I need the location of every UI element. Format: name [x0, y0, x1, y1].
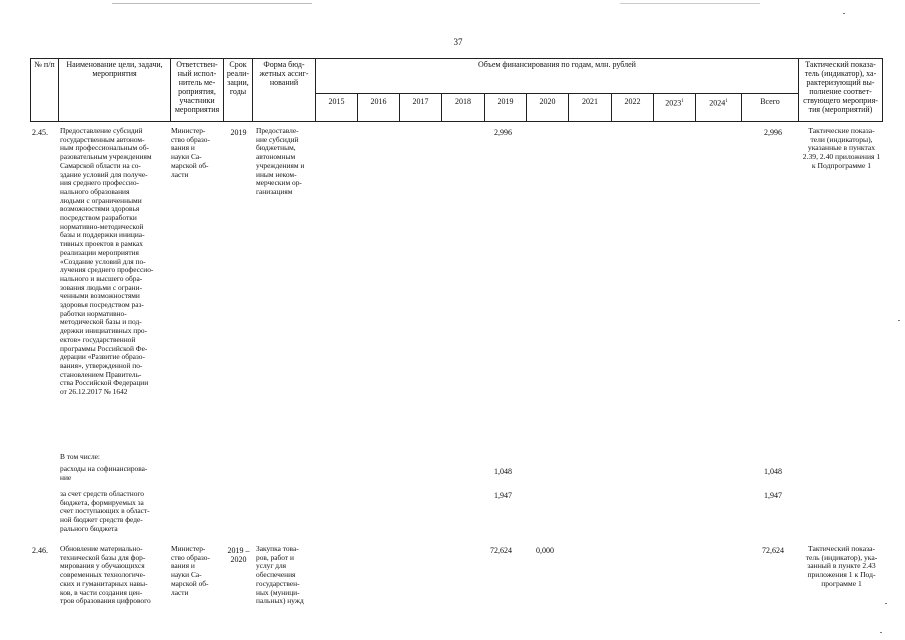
- top-rule-left: [112, 3, 312, 4]
- header-indicator: Тактический показа-тель (индикатор), ха-рактеризующий вы-полнение соответ-ствующего мероприя-тия (мероприятий): [798, 58, 883, 122]
- total-header: Всего: [741, 93, 799, 122]
- value-total: 2,996: [764, 128, 782, 137]
- row-responsible: Министер- ство образо- вания и науки Са- марской об- ласти: [171, 544, 210, 597]
- year-2020-header: 2020: [526, 93, 569, 122]
- row-indicator: Тактические показа- тели (индикаторы), указанные в пунктах 2.39, 2.40 приложения 1 к Подпрограмме 1: [802, 126, 881, 170]
- header-num: № п/п: [30, 58, 59, 122]
- row-indicator: Тактический показа- тель (индикатор), ука- занный в пункте 2.43 приложения 1 к Под- программе 1: [805, 544, 878, 588]
- row-name: Предоставление субсидий государственным автоном- ным профессиональным об- разовательным учреждениям Самарской области на со- здание условий для получе- ния среднего профессио- нального образования людьми с ограниченными возможностями здоровья посредством разработки нормативно-методической базы и поддержки инициа- тивных проектов в рамках реализации мероприятия «Создание условий для по- лучения среднего профессио- нального и высшего обра- зования людьми с ограни- ченными возможностями здоровья посредством раз- работки нормативно- методической базы и под- держки инициативных про- ектов» государственной программы Российской Фе- дерации «Развитие образо- вания», утвержденной по- становлением Правитель- ства Российской Федерации от 26.12.2017 № 1642: [60, 126, 154, 397]
- top-rule-right: [620, 3, 760, 4]
- scan-speck: [885, 603, 887, 604]
- row-num: 2.46.: [32, 546, 48, 555]
- subheading-including: В том числе:: [60, 452, 100, 461]
- value-2019: 1,947: [494, 491, 512, 500]
- row-responsible: Министер- ство образо- вания и науки Са- марской об- ласти: [171, 126, 210, 179]
- value-2020: 0,000: [536, 546, 554, 555]
- year-2021-header: 2021: [568, 93, 612, 122]
- value-2019: 1,048: [494, 467, 512, 476]
- year-2015-header: 2015: [315, 93, 358, 122]
- value-2019: 2,996: [494, 128, 512, 137]
- row-form: Предоставле- ние субсидий бюджетным, автономным учреждениям и иным неком- мерческим ор- ганизациям: [256, 126, 305, 196]
- scan-speck: [843, 13, 845, 14]
- page-number: 37: [453, 37, 463, 47]
- year-2017-header: 2017: [399, 93, 442, 122]
- year-2018-header: 2018: [441, 93, 485, 122]
- header-term: Срок реали-зации, годы: [223, 58, 253, 122]
- year-2023-header: 2023$^1$: [653, 93, 696, 122]
- header-form: Форма бюд-жетных ассиг-нований: [252, 58, 316, 122]
- scan-speck: [898, 320, 900, 321]
- row-term: 2019 – 2020: [227, 546, 250, 564]
- row-term: 2019: [230, 128, 247, 137]
- value-total: 1,947: [764, 491, 782, 500]
- scan-speck: [880, 632, 882, 633]
- value-total: 72,624: [762, 546, 784, 555]
- row-num: 2.45.: [32, 128, 48, 137]
- header-name: Наименование цели, задачи, мероприятия: [58, 58, 171, 122]
- row-name: Обновление материально- технической базы для фор- мирования у обучающихся современных технологиче- ских и гуманитарных навы- ков, в части создания цен- тров образования цифрового: [60, 544, 151, 606]
- year-2019-header: 2019: [484, 93, 527, 122]
- year-2016-header: 2016: [357, 93, 400, 122]
- value-total: 1,048: [764, 467, 782, 476]
- year-2022-header: 2022: [611, 93, 654, 122]
- row-form: Закупка това- ров, работ и услуг для обеспечения государствен- ных (муници- пальных) нужд: [256, 544, 304, 606]
- row-name-cofinancing: расходы на софинансирова- ние: [60, 464, 148, 482]
- header-financing: Объем финансирования по годам, млн. рублей: [315, 58, 799, 94]
- value-2019: 72,624: [490, 546, 512, 555]
- year-2024-header: 2024$^1$: [695, 93, 742, 122]
- row-name-federal: за счет средств областного бюджета, формируемых за счет поступающих в област- ной бюджет средств феде- рального бюджета: [60, 489, 150, 533]
- header-responsible: Ответствен-ный испол-нитель ме-роприятия, участники мероприятия: [170, 58, 224, 122]
